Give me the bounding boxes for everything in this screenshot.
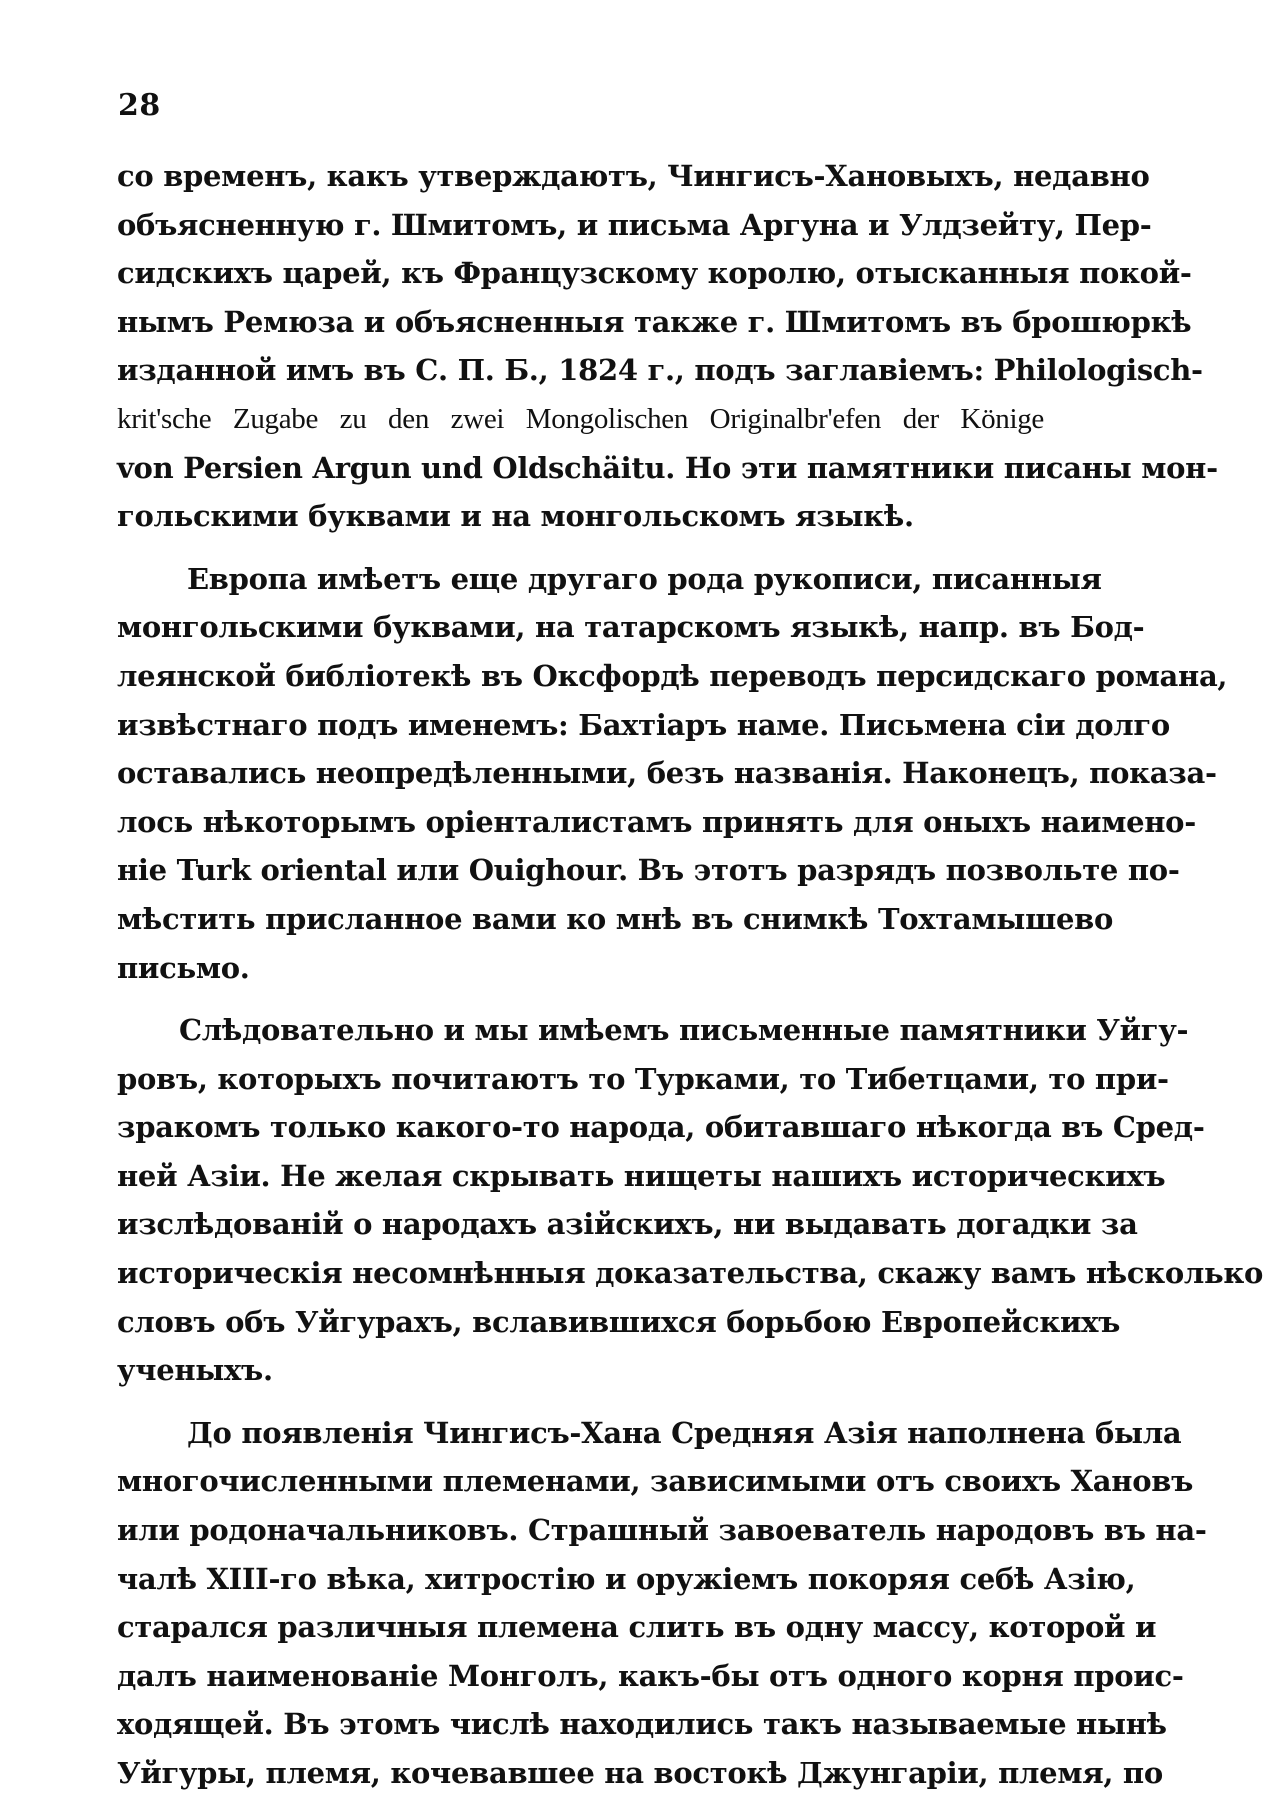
text-line: мѣстить присланное вами ко мнѣ въ снимкѣ Тохтамышево [117,901,1113,936]
text-line: сидскихъ царей, къ Французскому королю, отысканныя покой- [117,256,1192,291]
paragraph-1 [117,152,1218,541]
paragraph-2 [117,555,1228,992]
text-line: многочисленными племенами, зависимыми отъ своихъ Хановъ [117,1464,1194,1499]
text-line: или родоначальниковъ. Страшный завоеватель народовъ въ на- [117,1513,1207,1548]
text-line: историческія несомнѣнныя доказательства, скажу вамъ нѣсколько [117,1256,1263,1291]
text-line: далъ наименованіе Монголъ, какъ-бы отъ одного корня проис- [117,1658,1184,1693]
text-line: Европа имѣетъ еще другаго рода рукописи, писанныя [187,561,1102,596]
text-line: Уйгуры, племя, кочевавшее на востокѣ Джунгаріи, племя, по [117,1756,1163,1790]
text-line: объясненную г. Шмитомъ, и письма Аргуна и Улдзейту, Пер- [117,207,1152,242]
text-line: письмо. [117,950,250,985]
text-line: ней Азіи. Не желая скрывать нищеты нашихъ историческихъ [117,1158,1166,1193]
text-line: ученыхъ. [117,1353,273,1388]
text-line: изслѣдованій о народахъ азійскихъ, ни выдавать догадки за [117,1207,1138,1242]
text-line: Слѣдовательно и мы имѣемъ письменные памятники Уйгу- [179,1013,1189,1048]
text-line: ніе Turk oriental или Ouighour. Въ этотъ разрядъ позвольте по- [117,853,1180,888]
text-line: со временъ, какъ утверждаютъ, Чингисъ-Хановыхъ, недавно [117,159,1150,193]
paragraph-3 [117,1006,1263,1395]
text-line: гольскими буквами и на монгольскомъ языкѣ. [117,499,914,534]
text-line: ровъ, которыхъ почитаютъ то Турками, то Тибетцами, то при- [117,1061,1169,1096]
text-line: словъ объ Уйгурахъ, вславившихся борьбою Европейскихъ [117,1304,1121,1339]
page-number: 28 [118,88,161,123]
text-line: чалѣ XIII-го вѣка, хитростію и оружіемъ покоряя себѣ Азію, [117,1561,1136,1596]
text-line: извѣстнаго подъ именемъ: Бахтіаръ наме. Письмена сіи долго [117,707,1170,742]
text-line: старался различныя племена слить въ одну массу, которой и [117,1610,1157,1645]
text-line: ходящей. Въ этомъ числѣ находились такъ называемые нынѣ [117,1707,1167,1742]
text-line: леянской библіотекѣ въ Оксфордѣ переводъ персидскаго романа, [117,658,1228,693]
text-line: изданной имъ въ С. П. Б., 1824 г., подъ заглавіемъ: Philologisch- [117,353,1203,388]
text-line: До появленія Чингисъ-Хана Средняя Азія наполнена была [187,1415,1182,1450]
text-line: лось нѣкоторымъ оріенталистамъ принять для оныхъ наимено- [117,804,1196,839]
paragraph-4 [117,1409,1207,1798]
text-line: krit'sche Zugabe zu den zwei Mongolischen Originalbr'efen der Könige [117,402,1044,435]
text-line: оставались неопредѣленными, безъ названія. Наконецъ, показа- [117,756,1217,791]
text-line: нымъ Ремюза и объясненныя также г. Шмитомъ въ брошюркѣ [117,304,1192,339]
text-line: von Persien Argun und Oldschäitu. Но эти памятники писаны мон- [117,450,1218,485]
text-line: зракомъ только какого-то народа, обитавшаго нѣкогда въ Сред- [117,1110,1205,1145]
body-text [117,152,1263,1812]
text-line: монгольскими буквами, на татарскомъ языкѣ, напр. въ Бод- [117,610,1145,645]
